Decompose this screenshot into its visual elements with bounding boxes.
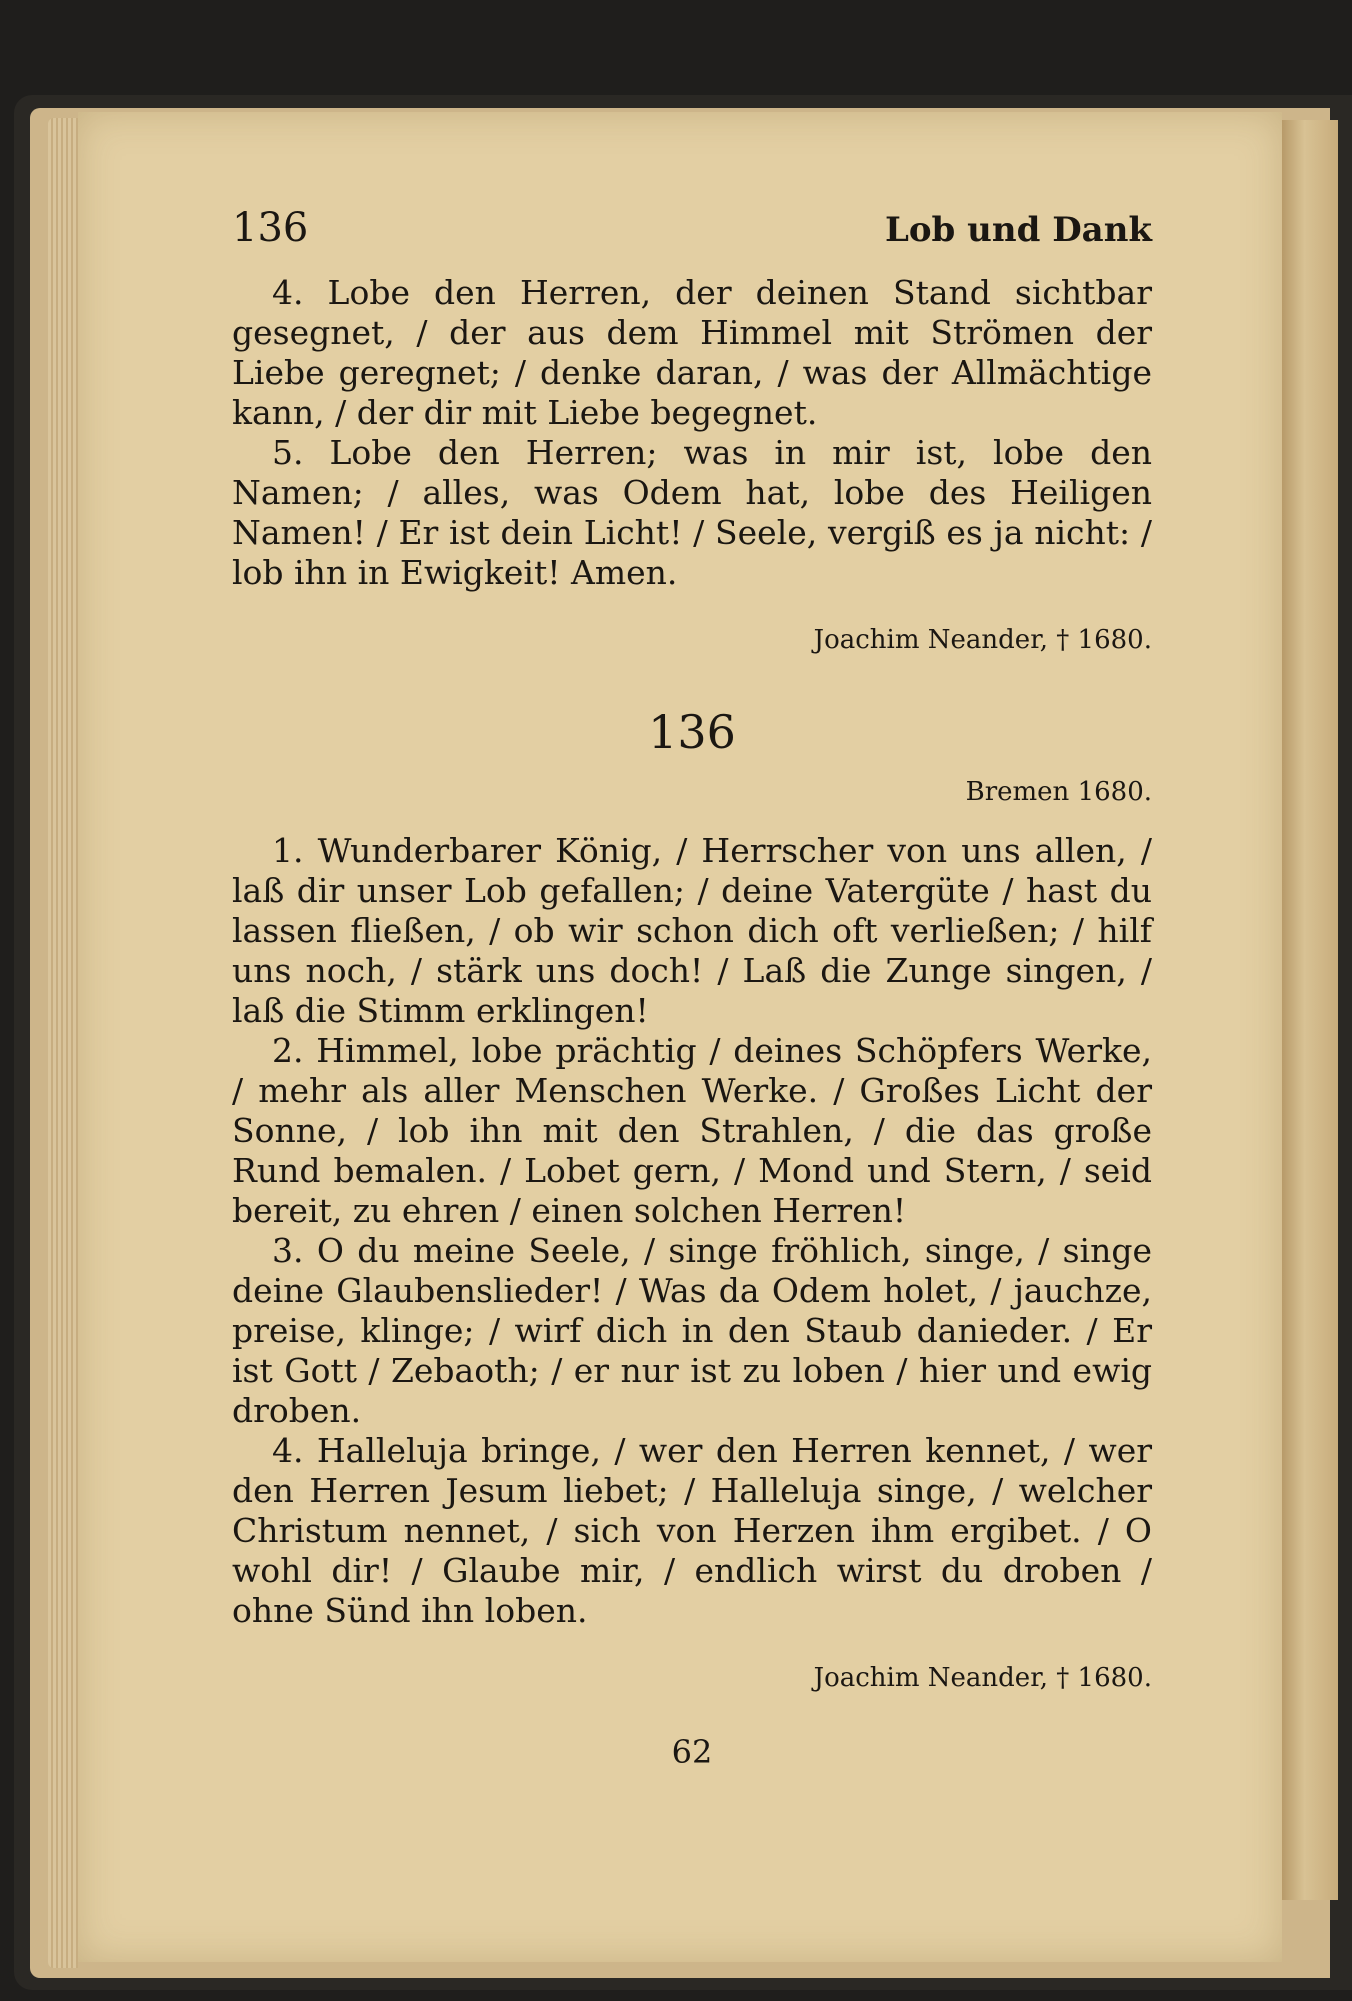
author-attribution: Joachim Neander, † 1680.	[813, 1663, 1152, 1693]
running-title: Lob und Dank	[884, 210, 1152, 250]
hymn-number: 136	[648, 705, 736, 759]
verse-prev-4: 4. Lobe den Herren, der deinen Stand sichtbar gesegnet, / der aus dem Himmel mit Strömen der Liebe geregnet; / denke daran, / was der Allmächtige kann, / der dir mit Liebe begegnet.	[232, 273, 1152, 432]
hymn-origin: Bremen 1680.	[965, 777, 1152, 807]
verse-3: 3. O du meine Seele, / singe fröhlich, singe, / singe deine Glaubenslieder! / Was da Odem holet, / jauchze, preise, klinge; / wirf dich in den Staub danieder. / Er ist Gott / Zebaoth; / er nur ist zu loben / hier und ewig droben.	[232, 1231, 1152, 1430]
verse-1: 1. Wunderbarer König, / Herrscher von uns allen, / laß dir unser Lob gefallen; / deine Vatergüte / hast du lassen fließen, / ob wir schon dich oft verließen; / hilf uns noch, / stärk uns doch! / Laß die Zunge singen, / laß die Stimm erklingen!	[232, 831, 1152, 1030]
running-header	[232, 205, 1152, 251]
verse-4: 4. Halleluja bringe, / wer den Herren kennet, / wer den Herren Jesum liebet; / Halleluja singe, / welcher Christum nennet, / sich von Herzen ihm ergibet. / O wohl dir! / Glaube mir, / endlich wirst du droben / ohne Sünd ihn loben.	[232, 1431, 1152, 1630]
author-attribution-prev: Joachim Neander, † 1680.	[813, 625, 1152, 655]
page-gutter	[1282, 120, 1338, 1900]
verse-2: 2. Himmel, lobe prächtig / deines Schöpfers Werke, / mehr als aller Menschen Werke. / Großes Licht der Sonne, / lob ihn mit den Strahlen, / die das große Rund bemalen. / Lobet gern, / Mond und Stern, / seid bereit, zu ehren / einen solchen Herren!	[232, 1031, 1152, 1230]
folio-number: 62	[671, 1733, 713, 1771]
page-edge	[48, 118, 78, 1968]
verse-prev-5: 5. Lobe den Herren; was in mir ist, lobe den Namen; / alles, was Odem hat, lobe des Heiligen Namen! / Er ist dein Licht! / Seele, vergiß es ja nicht: / lob ihn in Ewigkeit! Amen.	[232, 433, 1152, 592]
page-text	[232, 205, 1152, 1771]
page-number: 136	[232, 205, 309, 251]
